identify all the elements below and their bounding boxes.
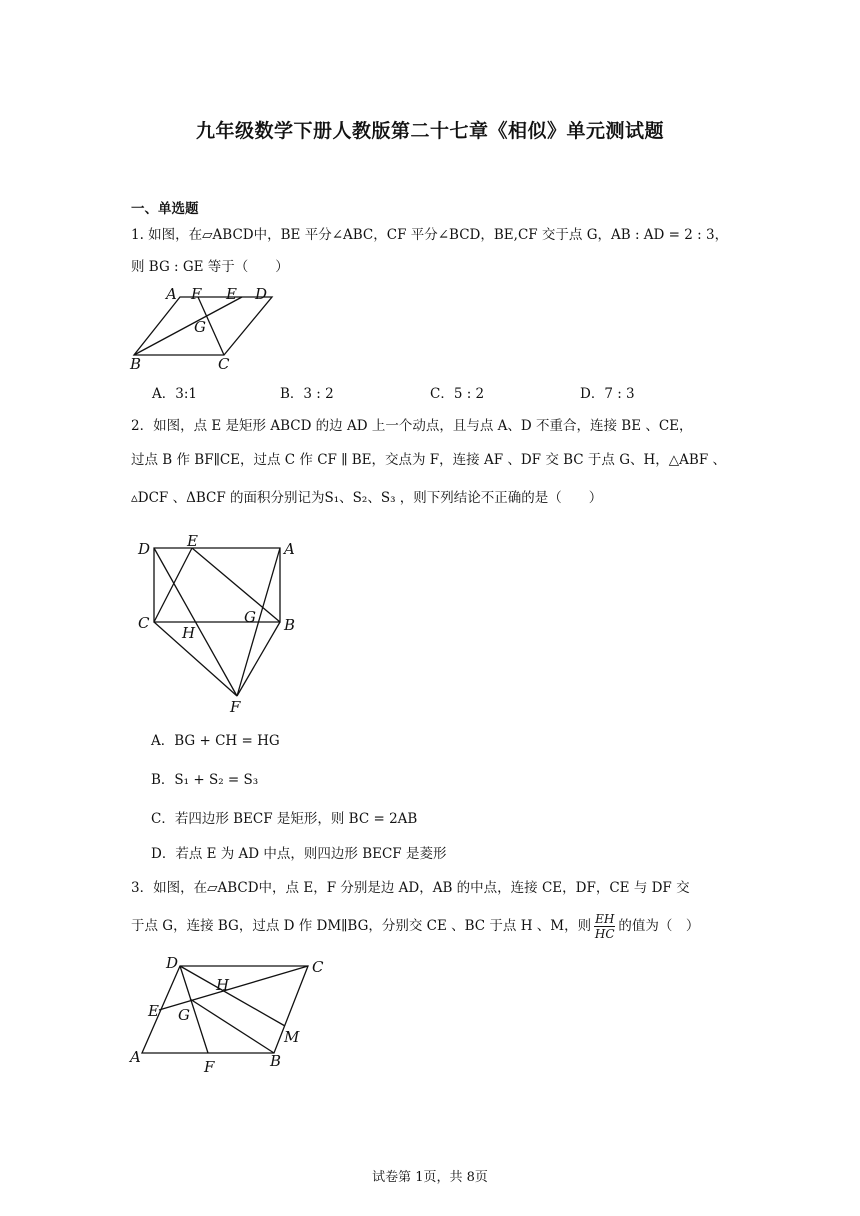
q3-fraction-denominator: HC: [594, 927, 615, 941]
q3-label-e: E: [148, 1002, 159, 1020]
q1-label-b: B: [130, 355, 142, 373]
q2-text-line1: 2．如图，点 E 是矩形 ABCD 的边 AD 上一个动点，且与点 A、D 不重合，连接 BE 、CE，: [131, 418, 693, 434]
q2-segment-bf: [237, 622, 280, 696]
q1-figure: [128, 283, 288, 373]
q1-label-c: C: [218, 355, 230, 373]
q2-option-d[interactable]: D．若点 E 为 AD 中点，则四边形 BECF 是菱形: [151, 846, 447, 862]
q3-text-line2: [131, 912, 699, 941]
q1-text-line2: 则 BG : GE 等于（ ）: [131, 259, 289, 275]
q2-option-b[interactable]: B．S₁ + S₂ = S₃: [151, 772, 259, 788]
q3-text-line1: 3．如图，在▱ABCD中，点 E，F 分别是边 AD，AB 的中点，连接 CE，DF，CE 与 DF 交: [131, 880, 690, 896]
q3-text-line2-end: 的值为（ ）: [618, 918, 700, 934]
q3-label-b: B: [270, 1052, 282, 1070]
q3-label-f: F: [204, 1058, 215, 1076]
q2-label-d: D: [138, 540, 151, 558]
q1-text-line1: 1. 如图，在▱ABCD中，BE 平分∠ABC，CF 平分∠BCD，BE,CF 交于点 G，AB : AD = 2 : 3，: [131, 227, 729, 243]
q3-text-line2-start: 于点 G，连接 BG，过点 D 作 DM∥BG，分别交 CE 、BC 于点 H 、M，则: [131, 918, 592, 934]
q3-segment-ce: [159, 966, 308, 1010]
q2-label-a: A: [284, 540, 295, 558]
q2-label-b: B: [284, 616, 296, 634]
q3-segment-bg: [190, 999, 274, 1053]
q1-label-d: D: [255, 285, 268, 303]
q1-option-c[interactable]: C．5 : 2: [430, 386, 485, 402]
q3-label-h: H: [216, 976, 230, 994]
q1-label-e: E: [226, 285, 237, 303]
q2-label-h: H: [182, 624, 196, 642]
q2-label-g: G: [244, 608, 256, 626]
q2-label-c: C: [138, 614, 150, 632]
q3-label-a: A: [130, 1048, 141, 1066]
q2-text-line2: 过点 B 作 BF∥CE，过点 C 作 CF ∥ BE，交点为 F，连接 AF 、DF 交 BC 于点 G、H，△ABF 、: [131, 452, 726, 468]
q3-figure: [128, 950, 338, 1078]
q3-fraction: [594, 912, 615, 941]
q2-option-c[interactable]: C．若四边形 BECF 是矩形，则 BC = 2AB: [151, 811, 418, 827]
q1-label-f: F: [191, 285, 202, 303]
q3-label-c: C: [312, 958, 324, 976]
section-heading: 一、单选题: [131, 201, 199, 217]
q2-label-e: E: [187, 532, 198, 550]
q1-option-a[interactable]: A．3:1: [152, 386, 197, 402]
q3-label-m: M: [284, 1028, 300, 1046]
q2-text-line3: ▵DCF 、ΔBCF 的面积分别记为S₁、S₂、S₃ ，则下列结论不正确的是（ ）: [131, 490, 603, 506]
q1-option-d[interactable]: D．7 : 3: [580, 386, 635, 402]
page-footer: 试卷第 1页，共 8页: [372, 1170, 488, 1185]
q1-option-b[interactable]: B．3 : 2: [280, 386, 334, 402]
q3-fraction-numerator: EH: [595, 912, 615, 926]
q3-label-g: G: [178, 1006, 190, 1024]
q1-label-g: G: [194, 318, 206, 336]
q2-segment-eb: [192, 548, 280, 622]
q1-label-a: A: [166, 285, 177, 303]
q1-segment-be: [134, 297, 242, 355]
q2-figure: [132, 528, 312, 718]
q2-option-a[interactable]: A．BG + CH = HG: [151, 733, 280, 749]
q2-segment-cf: [154, 622, 237, 696]
page-title: 九年级数学下册人教版第二十七章《相似》单元测试题: [195, 120, 664, 142]
q3-label-d: D: [166, 954, 179, 972]
q2-label-f: F: [230, 698, 241, 716]
